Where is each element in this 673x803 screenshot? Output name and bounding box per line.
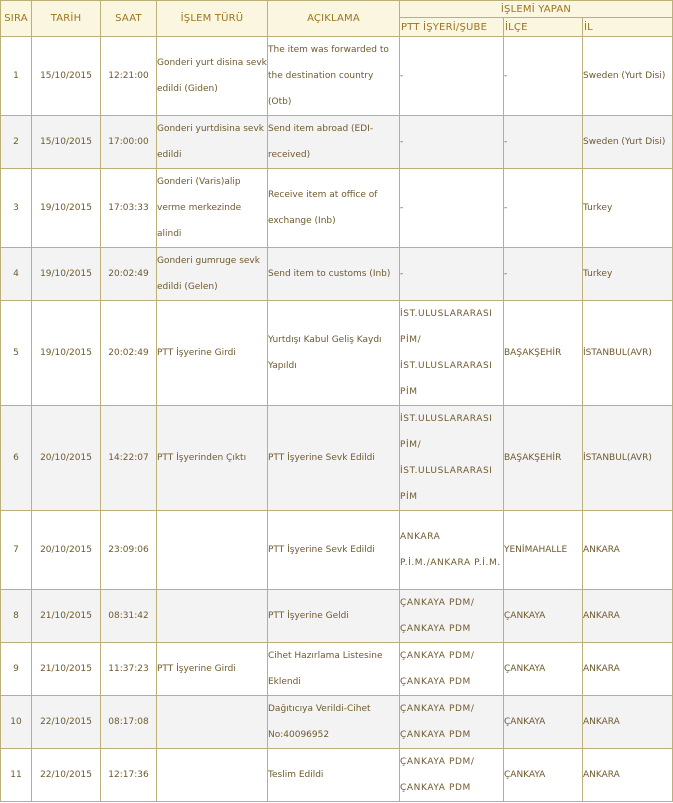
row-saat: 12:21:00 — [101, 37, 157, 116]
row-ilce: BAŞAKŞEHİR — [504, 301, 583, 406]
header-il: İL — [583, 18, 673, 37]
row-ptt-isyeri: - — [400, 169, 504, 248]
row-aciklama: Dağıtıcıya Verildi-Cihet No:40096952 — [268, 696, 400, 749]
row-tarih: 19/10/2015 — [32, 248, 101, 301]
row-sira: 4 — [1, 248, 32, 301]
row-sira: 2 — [1, 116, 32, 169]
row-aciklama: Send item to customs (Inb) — [268, 248, 400, 301]
row-ilce: ÇANKAYA — [504, 749, 583, 802]
row-islem-turu: PTT İşyerine Girdi — [157, 643, 268, 696]
row-islem-turu: Gonderi (Varis)alip verme merkezinde alindi — [157, 169, 268, 248]
table-row — [1, 643, 673, 696]
table-row — [1, 37, 673, 116]
row-tarih: 19/10/2015 — [32, 169, 101, 248]
row-sira: 1 — [1, 37, 32, 116]
header-aciklama: AÇIKLAMA — [268, 1, 400, 37]
header-ilce: İLÇE — [504, 18, 583, 37]
row-aciklama: PTT İşyerine Sevk Edildi — [268, 406, 400, 511]
header-ptt-isyeri: PTT İŞYERİ/ŞUBE — [400, 18, 504, 37]
row-sira: 11 — [1, 749, 32, 802]
row-aciklama: Receive item at office of exchange (Inb) — [268, 169, 400, 248]
row-il: İSTANBUL(AVR) — [583, 406, 673, 511]
row-saat: 23:09:06 — [101, 511, 157, 590]
row-ptt-isyeri: ANKARA P.İ.M./ANKARA P.İ.M. — [400, 511, 504, 590]
row-aciklama: The item was forwarded to the destination country (Otb) — [268, 37, 400, 116]
row-ptt-isyeri: - — [400, 116, 504, 169]
table-row — [1, 590, 673, 643]
row-islem-turu: Gonderi yurtdisina sevk edildi — [157, 116, 268, 169]
row-ptt-isyeri: İST.ULUSLARARASI PİM/ İST.ULUSLARARASI PİM — [400, 301, 504, 406]
row-il: Sweden (Yurt Disi) — [583, 116, 673, 169]
table-row — [1, 169, 673, 248]
row-saat: 11:37:23 — [101, 643, 157, 696]
row-il: ANKARA — [583, 590, 673, 643]
row-il: Turkey — [583, 169, 673, 248]
row-ilce: ÇANKAYA — [504, 643, 583, 696]
table-row — [1, 511, 673, 590]
row-islem-turu — [157, 511, 268, 590]
row-tarih: 21/10/2015 — [32, 590, 101, 643]
row-aciklama: Teslim Edildi — [268, 749, 400, 802]
row-sira: 3 — [1, 169, 32, 248]
row-sira: 5 — [1, 301, 32, 406]
row-tarih: 21/10/2015 — [32, 643, 101, 696]
row-ilce: - — [504, 248, 583, 301]
table-row — [1, 406, 673, 511]
header-islemi-yapan: İŞLEMİ YAPAN — [400, 1, 673, 18]
row-ptt-isyeri: ÇANKAYA PDM/ ÇANKAYA PDM — [400, 749, 504, 802]
row-tarih: 15/10/2015 — [32, 116, 101, 169]
row-sira: 10 — [1, 696, 32, 749]
row-islem-turu — [157, 749, 268, 802]
row-ilce: - — [504, 169, 583, 248]
row-ilce: - — [504, 116, 583, 169]
row-tarih: 22/10/2015 — [32, 749, 101, 802]
header-tarih: TARİH — [32, 1, 101, 37]
row-ilce: - — [504, 37, 583, 116]
header-islem-turu: İŞLEM TÜRÜ — [157, 1, 268, 37]
header-sira: SIRA — [1, 1, 32, 37]
row-aciklama: Send item abroad (EDI-received) — [268, 116, 400, 169]
row-tarih: 20/10/2015 — [32, 511, 101, 590]
row-ilce: ÇANKAYA — [504, 696, 583, 749]
row-sira: 8 — [1, 590, 32, 643]
row-islem-turu — [157, 590, 268, 643]
row-il: ANKARA — [583, 749, 673, 802]
row-sira: 9 — [1, 643, 32, 696]
row-islem-turu: PTT İşyerinden Çıktı — [157, 406, 268, 511]
row-tarih: 20/10/2015 — [32, 406, 101, 511]
table-row — [1, 696, 673, 749]
row-saat: 08:31:42 — [101, 590, 157, 643]
row-il: İSTANBUL(AVR) — [583, 301, 673, 406]
row-saat: 20:02:49 — [101, 248, 157, 301]
row-tarih: 22/10/2015 — [32, 696, 101, 749]
table-row — [1, 116, 673, 169]
row-saat: 20:02:49 — [101, 301, 157, 406]
row-ptt-isyeri: İST.ULUSLARARASI PİM/ İST.ULUSLARARASI PİM — [400, 406, 504, 511]
row-saat: 08:17:08 — [101, 696, 157, 749]
row-saat: 17:00:00 — [101, 116, 157, 169]
row-aciklama: PTT İşyerine Geldi — [268, 590, 400, 643]
row-aciklama: PTT İşyerine Sevk Edildi — [268, 511, 400, 590]
row-islem-turu: Gonderi gumruge sevk edildi (Gelen) — [157, 248, 268, 301]
row-il: ANKARA — [583, 511, 673, 590]
row-aciklama: Yurtdışı Kabul Geliş Kaydı Yapıldı — [268, 301, 400, 406]
row-islem-turu: PTT İşyerine Girdi — [157, 301, 268, 406]
row-ptt-isyeri: ÇANKAYA PDM/ ÇANKAYA PDM — [400, 590, 504, 643]
row-saat: 12:17:36 — [101, 749, 157, 802]
row-tarih: 15/10/2015 — [32, 37, 101, 116]
row-ilce: BAŞAKŞEHİR — [504, 406, 583, 511]
row-islem-turu: Gonderi yurt disina sevk edildi (Giden) — [157, 37, 268, 116]
row-islem-turu — [157, 696, 268, 749]
row-tarih: 19/10/2015 — [32, 301, 101, 406]
row-il: Turkey — [583, 248, 673, 301]
row-saat: 17:03:33 — [101, 169, 157, 248]
row-ptt-isyeri: - — [400, 248, 504, 301]
row-ptt-isyeri: ÇANKAYA PDM/ ÇANKAYA PDM — [400, 643, 504, 696]
row-sira: 6 — [1, 406, 32, 511]
row-sira: 7 — [1, 511, 32, 590]
row-ilce: YENİMAHALLE — [504, 511, 583, 590]
table-row — [1, 749, 673, 802]
row-il: ANKARA — [583, 696, 673, 749]
row-aciklama: Cihet Hazırlama Listesine Eklendi — [268, 643, 400, 696]
row-ptt-isyeri: - — [400, 37, 504, 116]
table-row — [1, 248, 673, 301]
row-ilce: ÇANKAYA — [504, 590, 583, 643]
table-row — [1, 301, 673, 406]
tracking-rows — [1, 37, 673, 802]
row-saat: 14:22:07 — [101, 406, 157, 511]
row-il: Sweden (Yurt Disi) — [583, 37, 673, 116]
row-ptt-isyeri: ÇANKAYA PDM/ ÇANKAYA PDM — [400, 696, 504, 749]
header-saat: SAAT — [101, 1, 157, 37]
row-il: ANKARA — [583, 643, 673, 696]
